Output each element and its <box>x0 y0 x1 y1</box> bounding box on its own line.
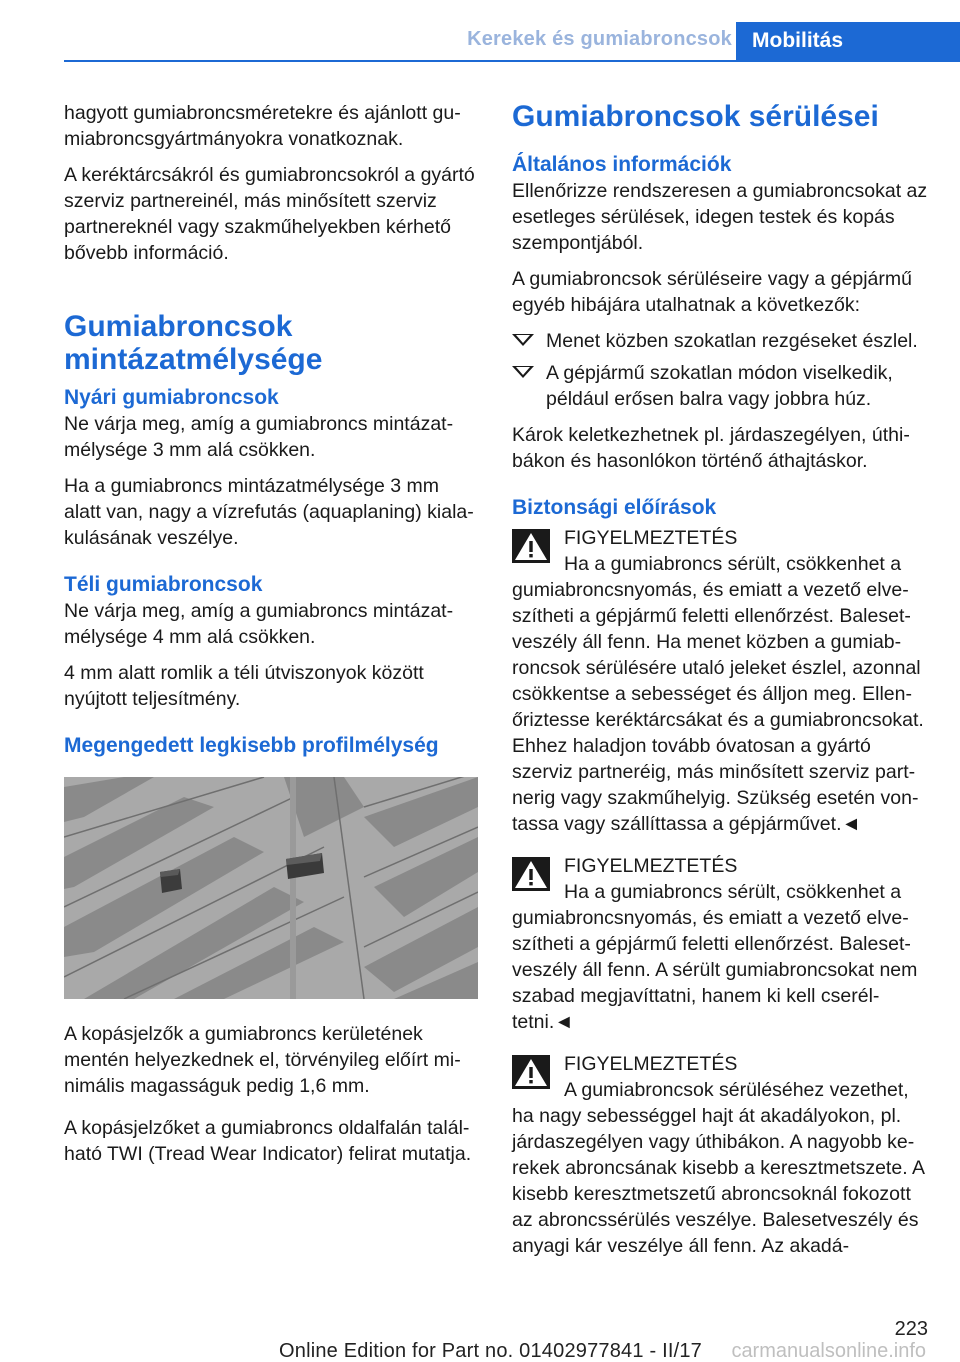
warning-text: Ha a gumiabroncs sérült, csökkenhet a gumiabroncsnyomás, és emiatt a vezető elveszítheti a gépjármű feletti ellenőrzést. Balesetveszély áll fenn. Ha menet közben a gumiabroncsok sérülésére utaló jeleket észlel, azonnal csökkentse a sebességet és álljon meg. Ellenőriztesse keréktárcsákat és a gumiabroncsokat. Ehhez haladjon tovább óvatosan a gyártó szerviz partneréig, más minősített szerviz partnerig vagy szakműhelyig. Szükség esetén vontassa vagy szállíttassa a gépjárművet.◄ <box>512 553 924 835</box>
warning-block <box>512 525 930 837</box>
warning-title: FIGYELMEZTETÉS <box>564 527 738 549</box>
paragraph: A keréktárcsákról és gumiabroncsokról a gyártó szerviz partnereinél, más minősített szerviz partnereknél vagy szakműhelyekben kérhető bővebb információ. <box>64 164 475 264</box>
warning-block <box>512 853 930 1035</box>
paragraph: Ne várja meg, amíg a gumiabroncs mintázatmélysége 3 mm alá csökken. <box>64 413 454 461</box>
triangle-bullet-icon <box>512 366 534 378</box>
paragraph: Károk keletkezhetnek pl. járdaszegélyen, úthibákon és hasonlókon történő áthajtáskor. <box>512 424 910 472</box>
paragraph: hagyott gumiabroncsméretekre és ajánlott gumiabroncsgyártmányokra vonatkoznak. <box>64 102 461 150</box>
list-item: A gépjármű szokatlan módon viselkedik, például erősen balra vagy jobbra húz. <box>512 360 930 412</box>
warning-triangle-icon <box>512 1055 550 1089</box>
paragraph: A kopásjelzőket a gumiabroncs oldalfalán található TWI (Tread Wear Indicator) felirat mutatja. <box>64 1117 472 1165</box>
paragraph: 4 mm alatt romlik a téli útviszonyok között nyújtott teljesítmény. <box>64 662 424 710</box>
heading-minimum-depth: Megengedett legkisebb profilmélység <box>64 734 439 757</box>
warning-text: Ha a gumiabroncs sérült, csökkenhet a gumiabroncsnyomás, és emiatt a vezető elveszítheti a gépjármű feletti ellenőrzést. Balesetveszély áll fenn. A sérült gumiabroncsokat nem szabad megjavíttatni, hanem ki kell cseréltetni.◄ <box>512 881 918 1033</box>
warning-triangle-icon <box>512 857 550 891</box>
warning-title: FIGYELMEZTETÉS <box>564 1053 738 1075</box>
list-item: Menet közben szokatlan rezgéseket észlel. <box>512 328 930 354</box>
paragraph: A kopásjelzők a gumiabroncs kerületének mentén helyezkednek el, törvényileg előírt minimális magasságuk pedig 1,6 mm. <box>64 1023 461 1097</box>
edition-label: Online Edition for Part no. 01402977841 - II/17 <box>278 1340 702 1362</box>
header-rule <box>64 60 960 62</box>
heading-general-info: Általános információk <box>512 153 732 176</box>
heading-tread-depth: Gumiabroncsok mintázatmélysége <box>64 310 323 376</box>
tread-wear-indicator-illustration <box>64 777 478 999</box>
left-column <box>64 100 478 1177</box>
triangle-bullet-icon <box>512 334 534 346</box>
heading-summer-tyres: Nyári gumiabroncsok <box>64 386 279 409</box>
page-header <box>64 0 960 61</box>
paragraph: Ha a gumiabroncs mintázatmélysége 3 mm alatt van, nagy a vízrefutás (aquaplaning) kialakulásának veszélye. <box>64 475 474 549</box>
warning-text: A gumiabroncsok sérüléséhez vezethet, ha nagy sebességgel hajt át akadályokon, pl. járdaszegélyen vagy úthibákon. A nagyobb kerekek abroncsának kisebb a keresztmetszete. A kisebb keresztmetszetű abroncsoknál fokozott az abroncssérülés veszélye. Balesetveszély és anyagi kár veszélye áll fenn. Az akadá- <box>512 1079 924 1257</box>
paragraph: Ellenőrizze rendszeresen a gumiabroncsokat az esetleges sérülések, idegen testek és kopás szempontjából. <box>512 180 928 254</box>
watermark: carmanualsonline.info <box>731 1340 926 1362</box>
heading-safety-instructions: Biztonsági előírások <box>512 496 717 519</box>
heading-winter-tyres: Téli gumiabroncsok <box>64 573 263 596</box>
header-section-title: Kerekek és gumiabroncsok <box>467 28 732 50</box>
paragraph: Ne várja meg, amíg a gumiabroncs mintázatmélysége 4 mm alá csökken. <box>64 600 454 648</box>
warning-triangle-icon <box>512 529 550 563</box>
warning-title: FIGYELMEZTETÉS <box>564 855 738 877</box>
warning-block <box>512 1051 930 1259</box>
right-column <box>512 100 930 1275</box>
header-chapter-tab: Mobilitás <box>736 22 960 62</box>
heading-tyre-damage: Gumiabroncsok sérülései <box>512 100 879 133</box>
page-number: 223 <box>894 1318 928 1340</box>
damage-signs-list <box>512 328 930 412</box>
paragraph: A gumiabroncsok sérüléseire vagy a gépjármű egyéb hibájára utalhatnak a következők: <box>512 268 912 316</box>
